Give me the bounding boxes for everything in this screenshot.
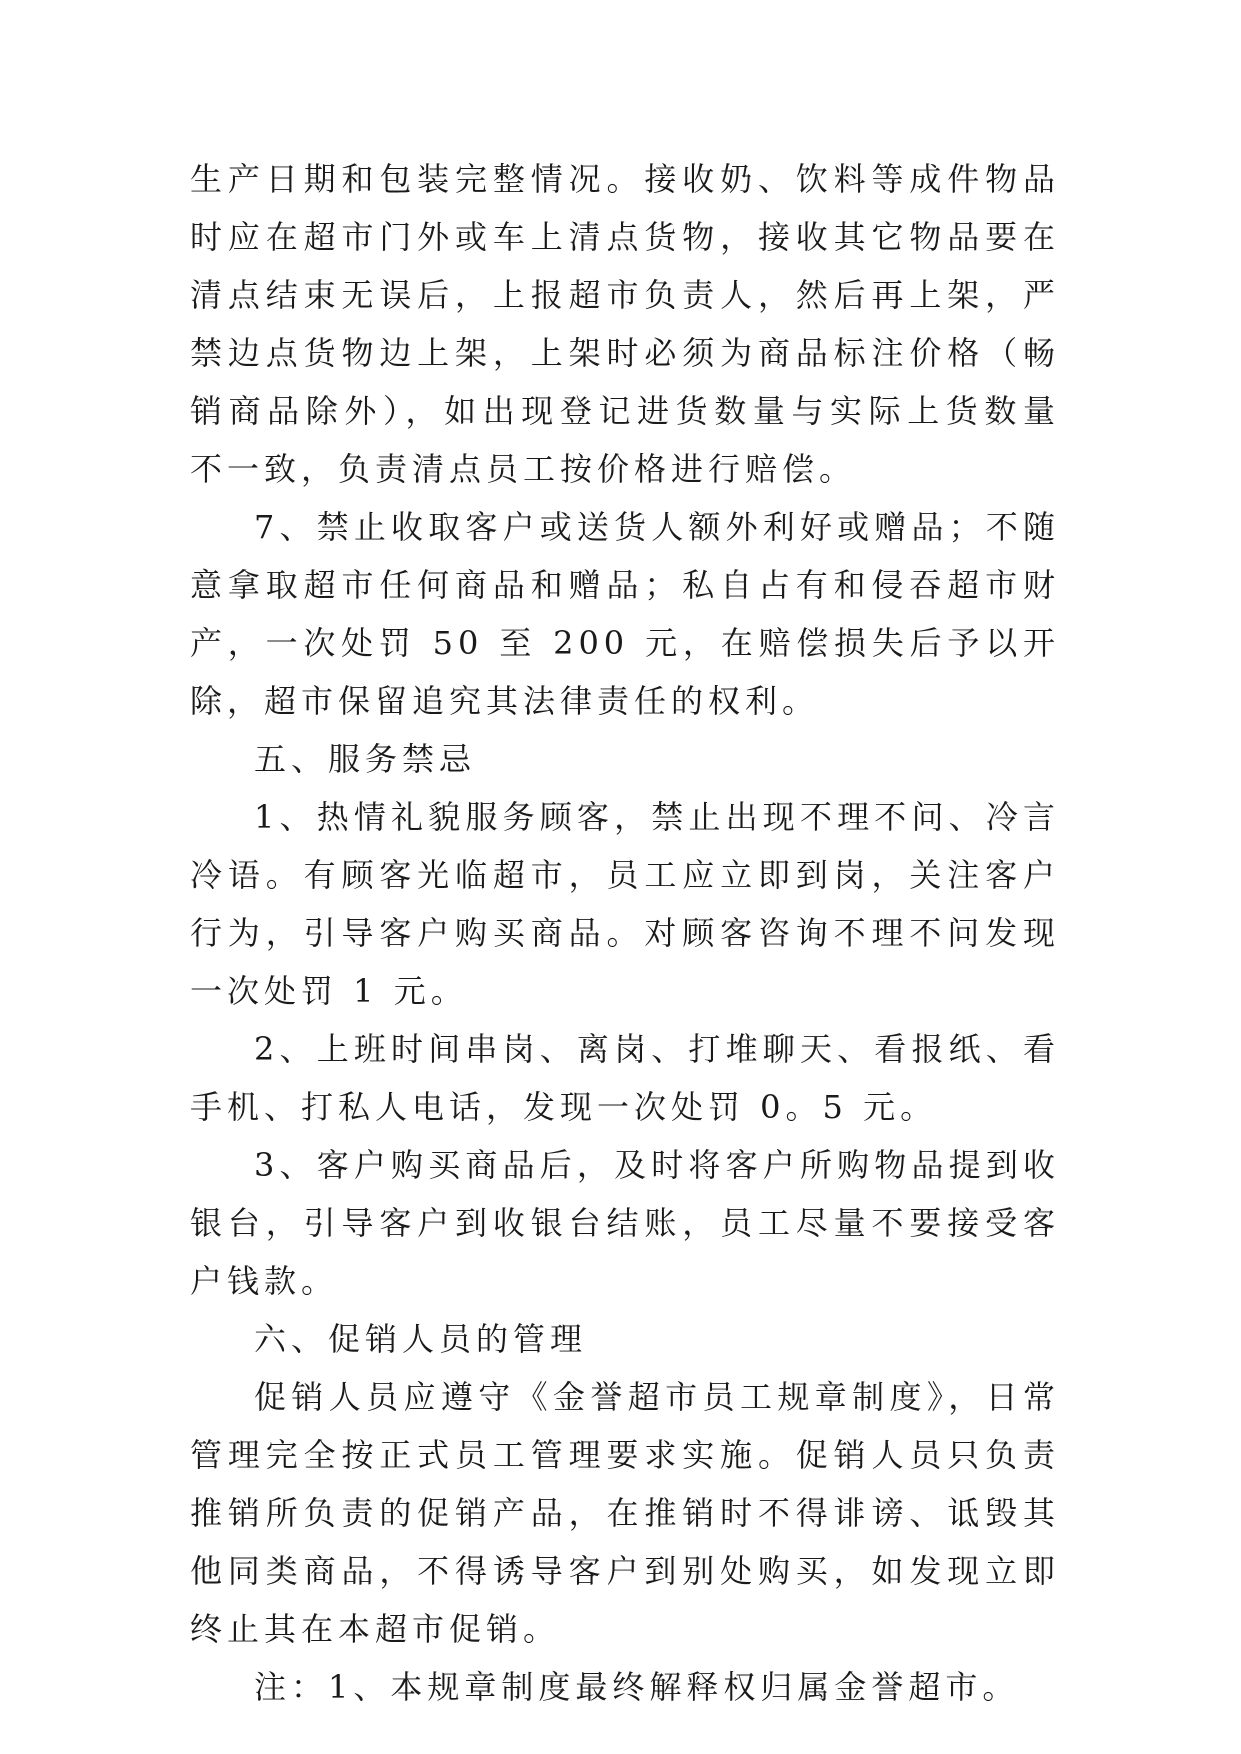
paragraph-note: 注：1、本规章制度最终解释权归属金誉超市。 xyxy=(254,1668,1020,1706)
section-heading-promoter-management: 六、促销人员的管理 xyxy=(254,1320,588,1358)
paragraph-rule-7: 7、禁止收取客户或送货人额外利好或赠品；不随意拿取超市任何商品和赠品；私自占有和侵吞超市财产，一次处罚 50 至 200 元，在赔偿损失后予以开除，超市保留追究其法律责任的权利。 xyxy=(190,508,1060,720)
paragraph-receiving-goods: 生产日期和包装完整情况。接收奶、饮料等成件物品时应在超市门外或车上清点货物，接收其它物品要在清点结束无误后，上报超市负责人，然后再上架，严禁边点货物边上架，上架时必须为商品标注价格（畅销商品除外），如出现登记进货数量与实际上货数量不一致，负责清点员工按价格进行赔偿。 xyxy=(190,160,1060,488)
paragraph-service-rule-2: 2、上班时间串岗、离岗、打堆聊天、看报纸、看手机、打私人电话，发现一次处罚 0。5 元。 xyxy=(190,1030,1060,1126)
paragraph-service-rule-3: 3、客户购买商品后，及时将客户所购物品提到收银台，引导客户到收银台结账，员工尽量不要接受客户钱款。 xyxy=(190,1146,1060,1300)
paragraph-service-rule-1: 1、热情礼貌服务顾客，禁止出现不理不问、冷言冷语。有顾客光临超市，员工应立即到岗，关注客户行为，引导客户购买商品。对顾客咨询不理不问发现一次处罚 1 元。 xyxy=(190,798,1060,1010)
paragraph-promoter-rules: 促销人员应遵守《金誉超市员工规章制度》，日常管理完全按正式员工管理要求实施。促销人员只负责推销所负责的促销产品，在推销时不得诽谤、诋毁其他同类商品，不得诱导客户到别处购买，如发现立即终止其在本超市促销。 xyxy=(190,1378,1060,1648)
document-body xyxy=(190,150,1060,1716)
section-heading-service-taboos: 五、服务禁忌 xyxy=(254,740,477,778)
